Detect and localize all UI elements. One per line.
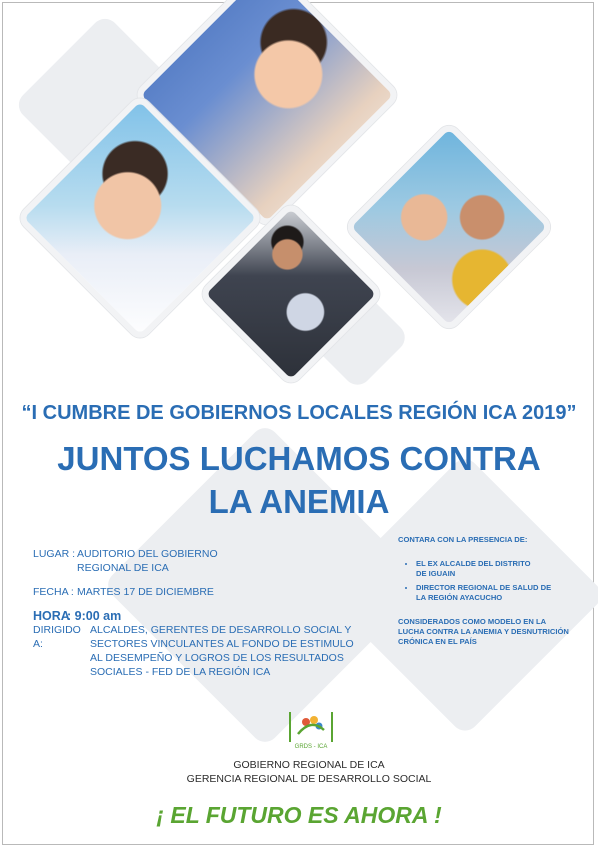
- dirigido-line: SECTORES VINCULANTES AL FONDO DE ESTIMULO: [90, 638, 354, 650]
- presence-info: [398, 535, 588, 647]
- hora-value: : 9:00 am: [67, 609, 122, 623]
- dirigido-line: AL DESEMPEÑO Y LOGROS DE LOS RESULTADOS: [90, 652, 344, 664]
- presence-list: [398, 559, 588, 603]
- presence-item: [416, 559, 588, 579]
- main-title-line2: LA ANEMIA: [208, 483, 390, 520]
- considerados-line: LUCHA CONTRA LA ANEMIA Y DESNUTRICIÓN: [398, 627, 569, 636]
- lugar-line2: REGIONAL DE ICA: [77, 562, 169, 574]
- dirigido-line: SOCIALES - FED DE LA REGIÓN ICA: [90, 666, 271, 678]
- hora-label: HORA: [33, 609, 70, 623]
- fecha-label: FECHA :: [33, 586, 74, 598]
- presence-item-line: LA REGIÓN AYACUCHO: [416, 593, 503, 602]
- org-name: GOBIERNO REGIONAL DE ICA: [233, 759, 385, 771]
- fecha-row: [33, 585, 354, 599]
- dirigido-value: [90, 623, 354, 679]
- org-department: GERENCIA REGIONAL DE DESARROLLO SOCIAL: [186, 773, 432, 785]
- event-subtitle: “I CUMBRE DE GOBIERNOS LOCALES REGIÓN ICA 2019”: [21, 402, 577, 424]
- slogan: ¡ EL FUTURO ES AHORA !: [156, 802, 442, 828]
- considerados-note: [398, 617, 588, 647]
- considerados-line: CONSIDERADOS COMO MODELO EN LA: [398, 617, 547, 626]
- dirigido-line: ALCALDES, GERENTES DE DESARROLLO SOCIAL Y: [90, 624, 352, 636]
- dirigido-label: DIRIGIDO A:: [33, 624, 81, 650]
- main-title-line1: JUNTOS LUCHAMOS CONTRA: [57, 440, 541, 477]
- lugar-value: [75, 547, 218, 575]
- fecha-value: MARTES 17 DE DICIEMBRE: [77, 586, 214, 598]
- lugar-line1: AUDITORIO DEL GOBIERNO: [77, 548, 218, 560]
- lugar-label: LUGAR :: [33, 548, 76, 560]
- logo-text: GRDS - ICA: [294, 744, 328, 750]
- event-details: [33, 547, 354, 679]
- hora-row: [33, 609, 354, 623]
- presence-heading: CONTARA CON LA PRESENCIA DE:: [398, 535, 528, 544]
- considerados-line: CRÓNICA EN EL PAÍS: [398, 637, 477, 646]
- lugar-row: [33, 547, 354, 575]
- presence-item-line: DE IGUAIN: [416, 569, 456, 578]
- presence-item-line: EL EX ALCALDE DEL DISTRITO: [416, 559, 531, 568]
- grds-logo-icon: [286, 710, 336, 752]
- presence-item: [416, 583, 588, 603]
- presence-item-line: DIRECTOR REGIONAL DE SALUD DE: [416, 583, 552, 592]
- dirigido-row: [33, 623, 354, 679]
